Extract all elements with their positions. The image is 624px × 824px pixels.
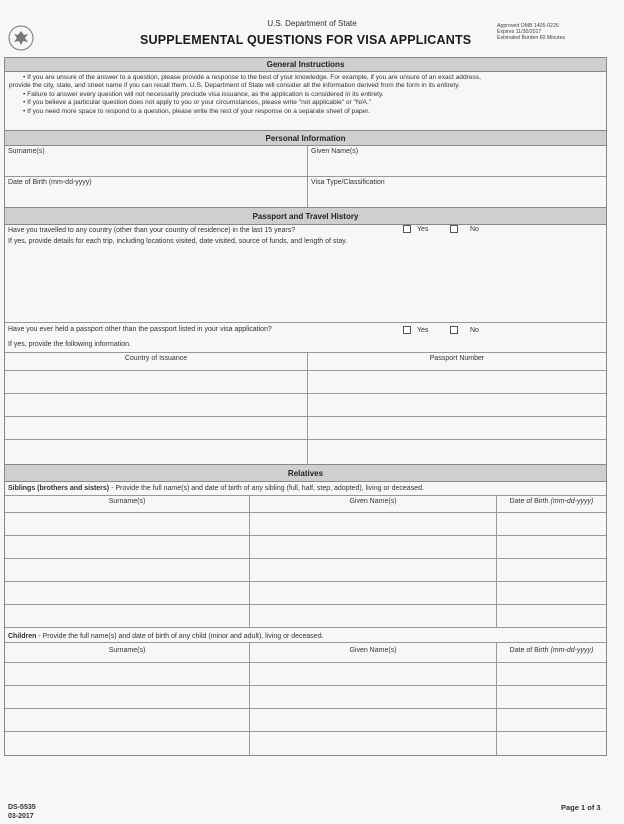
travel-no-label: No [470,225,479,233]
child-given-name-header: Given Name(s) [249,643,496,662]
passport-yes-option[interactable] [403,326,428,334]
passport-question-row [5,323,606,339]
passport-table-header [5,353,606,371]
table-row [5,663,606,686]
sibling-dob-cell[interactable] [496,582,606,604]
passport-no-checkbox[interactable] [450,326,458,334]
passport-number-cell[interactable] [307,394,606,416]
child-dob-cell[interactable] [496,709,606,731]
sibling-dob-cell[interactable] [496,605,606,627]
state-department-seal-icon [8,25,34,51]
country-of-issuance-cell[interactable] [5,440,307,464]
surname-field[interactable] [5,146,307,176]
country-of-issuance-header: Country of Issuance [124,355,188,362]
passport-number-cell[interactable] [307,440,606,464]
travel-question-text: Have you travelled to any country (other than your country of residence) in the last 15 years? [8,227,296,234]
child-surname-cell[interactable] [5,709,249,731]
table-row [5,709,606,732]
table-row [5,536,606,559]
passport-no-option[interactable] [450,326,479,334]
surname-label: Surname(s) [8,148,45,155]
table-row [5,559,606,582]
passport-instruction: If yes, provide the following information. [8,341,131,348]
given-name-field[interactable] [307,146,606,176]
passport-instruction-row [5,339,606,353]
sibling-dob-header [496,496,606,512]
sibling-surname-cell[interactable] [5,513,249,535]
sibling-given-name-cell[interactable] [249,582,496,604]
sibling-given-name-cell[interactable] [249,536,496,558]
passport-number-header: Passport Number [307,353,606,370]
table-row [5,513,606,536]
general-instructions-heading: General Instructions [5,58,606,72]
child-given-name-cell[interactable] [249,663,496,685]
passport-number-cell[interactable] [307,417,606,439]
form-body [4,57,607,756]
table-row [5,686,606,709]
table-row [5,371,606,394]
travel-heading: Passport and Travel History [5,207,606,225]
country-of-issuance-cell[interactable] [5,417,307,439]
visa-type-field[interactable] [307,177,606,207]
omb-approval: Approved OMB 1405-0226 [497,23,559,29]
personal-info-heading: Personal Information [5,130,606,146]
child-dob-header-label: Date of Birth [509,647,551,654]
children-table-header [5,643,606,663]
travel-no-checkbox[interactable] [450,225,458,233]
child-dob-cell[interactable] [496,663,606,685]
passport-question-text: Have you ever held a passport other than the passport listed in your visa application? [8,326,272,333]
sibling-given-name-cell[interactable] [249,605,496,627]
sibling-dob-header-label: Date of Birth [509,498,551,505]
siblings-table-header [5,496,606,513]
passport-no-label: No [470,326,479,334]
child-given-name-cell[interactable] [249,732,496,755]
page-number: Page 1 of 3 [561,803,601,812]
children-description: - Provide the full name(s) and date of birth of any child (minor and adult), living or deceased. [36,633,324,640]
table-row [5,732,606,755]
form-number-date: 03-2017 [8,813,34,820]
passport-yes-label: Yes [417,326,429,334]
instruction-line: • Failure to answer every question will not necessarily preclude visa issuance, as the application is considered in its entirety. [23,90,384,98]
travel-yes-checkbox[interactable] [403,225,411,233]
dob-row [5,177,606,207]
travel-question [5,225,606,237]
child-dob-cell[interactable] [496,686,606,708]
travel-no-option[interactable] [450,225,479,233]
table-row [5,394,606,417]
sibling-surname-cell[interactable] [5,582,249,604]
given-name-label: Given Name(s) [311,148,359,155]
passport-question [5,323,606,333]
omb-info [497,23,565,41]
sibling-surname-header: Surname(s) [108,498,146,505]
children-title: Children [8,633,37,640]
relatives-heading: Relatives [5,464,606,482]
travel-question-block [5,225,606,323]
child-dob-header-format: (mm-dd-yyyy) [550,647,594,654]
child-dob-cell[interactable] [496,732,606,755]
department-name: U.S. Department of State [267,19,357,28]
children-instruction [5,628,606,643]
form-number-code: DS-5535 [8,804,36,811]
siblings-description: - Provide the full name(s) and date of birth of any sibling (full, half, step, adopted), living or deceased. [109,485,424,492]
sibling-dob-cell[interactable] [496,513,606,535]
sibling-surname-cell[interactable] [5,605,249,627]
travel-yes-option[interactable] [403,225,428,233]
child-given-name-cell[interactable] [249,686,496,708]
child-surname-cell[interactable] [5,686,249,708]
sibling-dob-cell[interactable] [496,559,606,581]
child-surname-cell[interactable] [5,663,249,685]
dob-field[interactable] [5,177,307,207]
travel-yes-label: Yes [417,225,429,233]
instruction-line: provide the city, state, and street name if you can recall them. U.S. Department of State will consider all the information derived from the form in its entirety. [9,82,460,90]
table-row [5,582,606,605]
omb-burden: Estimated Burden 60 Minutes [497,35,566,41]
instruction-line: • If you need more space to respond to a question, please write the rest of your response on a separate sheet of paper. [23,107,370,115]
travel-details-answer-area[interactable] [5,246,606,316]
name-row [5,146,606,177]
sibling-given-name-cell[interactable] [249,559,496,581]
sibling-given-name-header: Given Name(s) [249,496,496,512]
sibling-dob-cell[interactable] [496,536,606,558]
sibling-dob-header-format: (mm-dd-yyyy) [550,498,594,505]
table-row [5,605,606,628]
table-row [5,417,606,440]
siblings-instruction [5,482,606,496]
passport-yes-checkbox[interactable] [403,326,411,334]
form-number [8,803,36,821]
instruction-line: • If you believe a particular question does not apply to you or your circumstances, please write "not applicable" or "N/A." [23,99,372,107]
child-surname-cell[interactable] [5,732,249,755]
dob-label: Date of Birth (mm-dd-yyyy) [8,179,92,186]
siblings-title: Siblings (brothers and sisters) [8,485,110,492]
sibling-given-name-cell[interactable] [249,513,496,535]
table-row [5,440,606,464]
sibling-surname-cell[interactable] [5,536,249,558]
omb-expiry: Expires 11/30/2017 [497,29,542,35]
visa-type-label: Visa Type/Classification [311,179,385,186]
sibling-surname-cell[interactable] [5,559,249,581]
travel-details-instruction: If yes, provide details for each trip, including locations visited, date visited, source of funds, and length of stay. [8,238,348,245]
form-title: SUPPLEMENTAL QUESTIONS FOR VISA APPLICANTS [140,33,472,47]
general-instructions [5,72,606,130]
child-dob-header [496,643,606,662]
country-of-issuance-cell[interactable] [5,371,307,393]
passport-number-cell[interactable] [307,371,606,393]
instruction-line: • If you are unsure of the answer to a question, please provide a response to the best of your knowledge. For example, if you are unsure of an exact address, [23,74,481,81]
child-given-name-cell[interactable] [249,709,496,731]
country-of-issuance-cell[interactable] [5,394,307,416]
child-surname-header: Surname(s) [108,647,146,654]
